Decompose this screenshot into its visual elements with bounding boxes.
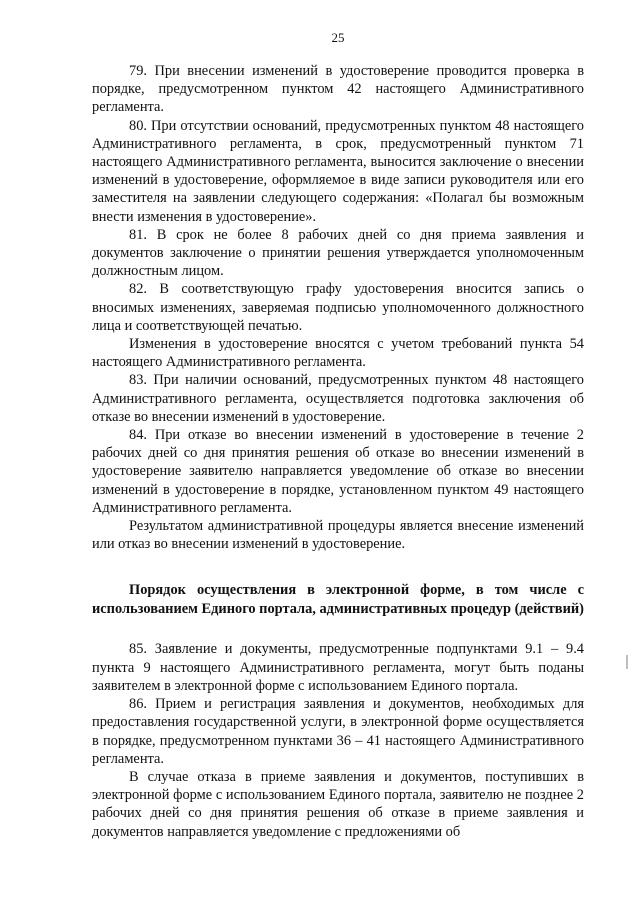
document-body	[92, 62, 584, 841]
paragraph-86-refusal: В случае отказа в приеме заявления и документов, поступивших в электронной форме с использованием Единого портала, заявителю не позднее 2 рабочих дней со дня принятия решения об отказе в приеме заявления и документов направляется уведомление с предложениями об	[92, 768, 584, 840]
paragraph-83: 83. При наличии оснований, предусмотренных пунктом 48 настоящего Административного регламента, осуществляется подготовка заключения об отказе во внесении изменений в удостоверение.	[92, 372, 584, 425]
paragraph-85: 85. Заявление и документы, предусмотренные подпунктами 9.1 – 9.4 пункта 9 настоящего Административного регламента, могут быть поданы заявителем в электронной форме с использованием Единого портала.	[92, 641, 584, 694]
paragraph-86: 86. Прием и регистрация заявления и документов, необходимых для предоставления государственной услуги, в электронной форме осуществляется в порядке, предусмотренном пунктами 36 – 41 настоящего Административного регламента.	[92, 696, 584, 767]
scan-artifact	[626, 655, 628, 669]
paragraph-80: 80. При отсутствии оснований, предусмотренных пунктом 48 настоящего Административного регламента, в срок, предусмотренный пунктом 71 настоящего Административного регламента, выносится заключение о внесении изменений в удостоверение, оформляемое в виде записи руководителя или его заместителя на заявлении следующего содержания: «Полагал бы возможным внести изменения в удостоверение».	[92, 117, 584, 225]
paragraph-84-result: Результатом административной процедуры является внесение изменений или отказ во внесении изменений в удостоверение.	[92, 518, 584, 553]
paragraph-79: 79. При внесении изменений в удостоверение проводится проверка в порядке, предусмотренном пунктом 42 настоящего Административного регламента.	[92, 63, 584, 116]
paragraph-84: 84. При отказе во внесении изменений в удостоверение в течение 2 рабочих дней со дня принятия решения об отказе во внесении изменений в удостоверение заявителю направляется уведомление об отказе во внесении изменений в удостоверение в порядке, установленном пунктом 49 настоящего Административного регламента.	[92, 427, 584, 516]
section-heading: Порядок осуществления в электронной форме, в том числе с использованием Единого портала, административных процедур (действий)	[92, 582, 584, 617]
paragraph-82-changes: Изменения в удостоверение вносятся с учетом требований пункта 54 настоящего Административного регламента.	[92, 336, 584, 371]
paragraph-82: 82. В соответствующую графу удостоверения вносится запись о вносимых изменениях, заверяемая подписью уполномоченного должностного лица и соответствующей печатью.	[92, 281, 584, 334]
page-number: 25	[331, 30, 345, 45]
paragraph-81: 81. В срок не более 8 рабочих дней со дня приема заявления и документов заключение о принятии решения утверждается уполномоченным должностным лицом.	[92, 226, 584, 280]
